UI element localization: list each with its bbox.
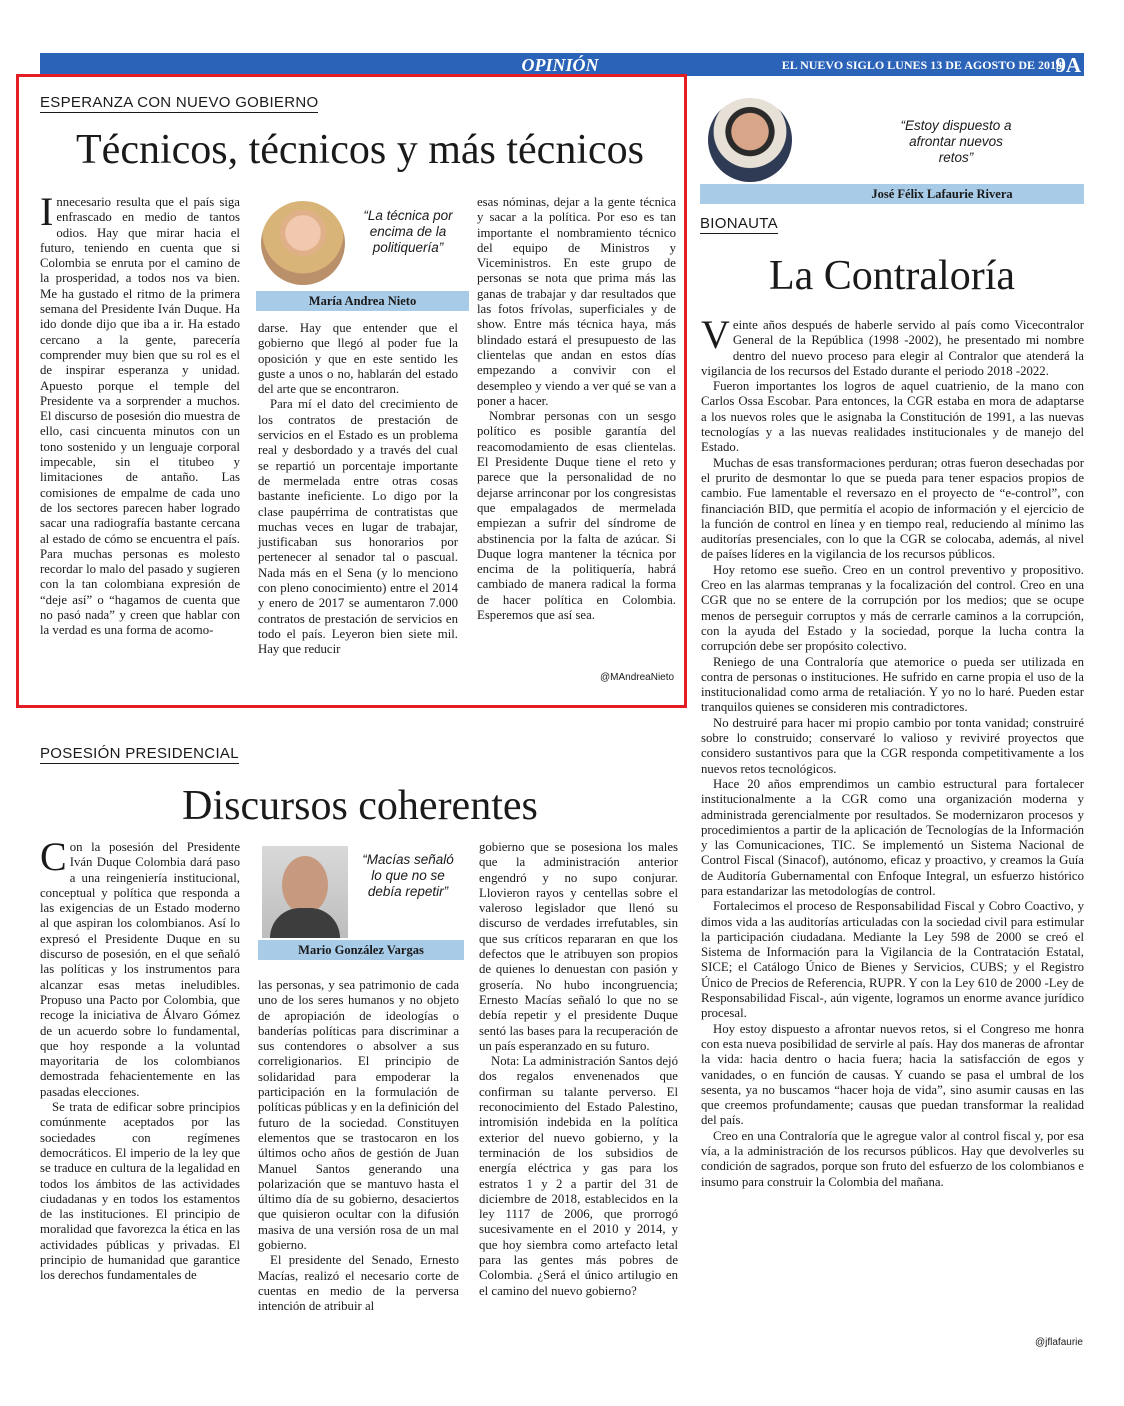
article3-kicker: BIONAUTA	[700, 215, 778, 232]
article1-twitter-handle: @MAndreaNieto	[600, 672, 675, 683]
article3-author-box	[700, 90, 1084, 208]
article1-author-box	[256, 196, 469, 315]
author-photo	[262, 846, 348, 938]
article1-column-3: esas nóminas, dejar a la gente técnica y sacar a la política. Por eso es tan importante el nombramiento técnico del equipo de Ministros y Viceministros. En este grupo de personas se nota que prima más las ganas de trabajar y dar resultados que las fotos frívolas, superficiales y de show. Entre más técnica haya, más blindado estará el presupuesto de las clientelas que andan en estos días empezando a convivir con el desempleo y viendo a ver qué se van a poner a hacer. Nombrar personas con un sesgo político es posible garantía del reacomodamiento de esas clientelas. El Presidente Duque tiene el reto y parece que la personalidad de no dejarse arrinconar por los congresistas que empalagados de mermelada empiezan a sufrir del síndrome de abstinencia por la falta de azúcar. Si Duque logra mantener la técnica por encima de la politiquería, habrá cambiado de manera radical la forma de hacer política en Colombia. Esperemos que así sea.	[477, 195, 676, 623]
author-photo	[708, 98, 792, 182]
article3-body: Veinte años después de haberle servido al país como Vicecontralor General de la República (1998 -2002), he presentado mi nombre dentro del nuevo proceso para elegir al Contralor que atenderá la vigilancia de los recursos del Estado durante el periodo 2018 -2022. Fueron importantes los logros de aquel cuatrienio, de la mano con Carlos Ossa Escobar. Para entonces, la CGR estaba en mora de adaptarse a los nuevos roles que le asignaba la Constitución de 1991, a las nuevas tecnologías y a las nuevas realidades institucionales y de manejo del Estado. Muchas de esas transformaciones perduran; otras fueron desechadas por el prurito de desmontar lo que se pueda para tener espacios propios de cambio. Fue lamentable el reversazo en el proyecto de “e-control”, con financiación BID, que permitía el acopio de información y el ejercicio de la función de control en línea y en tiempo real, reduciendo al mínimo las auditorías presenciales, con lo que la CGR se colocaba, además, al nivel de países líderes en la vigilancia de los recursos públicos. Hoy retomo ese sueño. Creo en un control preventivo y propositivo. Creo en las alarmas tempranas y la focalización del control. Creo en una CGR que no se entere de la corrupción por los medios; que se ocupe menos de perseguir corruptos y más de cerrarle caminos a la corrupción, con la ayuda del Estado y la sociedad, porque la lucha contra la corrupción debe ser propósito colectivo. Reniego de una Contraloría que atemorice o pueda ser utilizada en contra de personas o instituciones. He sufrido en carne propia el uso de la institucionalidad como arma de retaliación. Y yo no lo haré. Pueden estar tranquilos quienes se consideren mis contradictores. No destruiré para hacer mi propio cambio por tonta vanidad; construiré sobre lo construido; conservaré lo valioso y reviviré proyectos que considero sustantivos para que la CGR responda competitivamente a los nuevos retos tecnológicos. Hace 20 años emprendimos un cambio estructural para fortalecer institucionalmente a la CGR como una organización moderna y administrada gerencialmente por resultados. Se modernizaron procesos y procedimientos a partir de la aplicación de Tecnologías de la Información y las Comunicaciones, TIC. Se implementó un Sistema Nacional de Control Fiscal (Sinacof), autónomo, eficaz y proactivo, y creamos la Guía de Auditoría Gubernamental con Enfoque Integral, un esfuerzo histórico para estandarizar las metodologías de control. Fortalecimos el proceso de Responsabilidad Fiscal y Cobro Coactivo, y dimos vida a las auditorías articuladas con la sociedad civil para estimular la participación ciudadana. Mediante la Ley 598 de 2000 se creó el Sistema de Información para la Vigilancia de la Contratación Estatal, SICE; el Catálogo Único de Bienes y Servicios, CUBS; y el Registro Único de Precios de Referencia, RUPR. Y con la Ley 610 de 2000 -Ley de Responsabilidad Fiscal-, aún vigente, logramos un enorme avance jurídico procesal. Hoy estoy dispuesto a afrontar nuevos retos, si el Congreso me honra con esta nueva posibilidad de servirle al país. Hay dos maneras de afrontar la vida: hacia dentro o hacia fuera; hacia la satisfacción de egos y vanidades, o en función de causas. Y cuando se pasa el umbral de los sesenta, ya no buscamos “hacer hoja de vida”, sino asumir causas en las que creemos profundamente; causas que puedan transformar la realidad del país. Creo en una Contraloría que le agregue valor al control fiscal y, por esa vía, a la administración de los recursos públicos. Hay que devolverles su condición de sagrados, porque son fruto del esfuerzo de los colombianos e insumo para construir la Colombia del mañana.	[701, 312, 1084, 1189]
article1-column-1: Innecesario resulta que el país siga enfrascado en medio de tantos odios. Hay que mirar hacia el futuro, teniendo en cuenta que si Colombia se enruta por el camino de la prosperidad, a todos nos va bien. Me ha gustado el ritmo de la primera semana del Presidente Iván Duque. Ha ido donde dijo que iba a ir. Ha estado cercano a la gente, parecería comprender muy bien que su rol es el de inspirar esperanza y unidad. Apuesto porque el temple del Presidente va a sorprender a muchos. El discurso de posesión dio muestra de ello, casi cincuenta minutos con un tono sostenido y un lenguaje corporal impecable, sin el titubeo y limitaciones de antaño. Las comisiones de empalme de cada uno de los sectores parecen haber logrado sacar una radiografía bastante cercana al estado de cómo se encuentra el país. Para muchas personas es molesto recordar lo malo del pasado y sugieren con la tan colombiana expresión de “deje así” o “hagamos de cuenta que no pasó nada” y creen que hablar con la verdad es una forma de acomo-	[40, 189, 240, 638]
article1-kicker: ESPERANZA CON NUEVO GOBIERNO	[40, 94, 319, 111]
article2-column-1: Con la posesión del Presidente Iván Duque Colombia dará paso a una reingeniería institucional, conceptual y política que responda a las exigencias de un Estado moderno al que aspiran los colombianos. Así lo expresó el Presidente Duque en su discurso de posesión, en el que señaló las políticas y los instrumentos para alcanzar esas metas ineludibles. Propuso una Pacto por Colombia, que recoge la iniciativa de Álvaro Gómez de un acuerdo sobre lo fundamental, que hoy responde a la voluntad mayoritaria de los colombianos demostrada fehacientemente en las pasadas elecciones. Se trata de edificar sobre principios comúnmente aceptados por las sociedades con regímenes democráticos. El imperio de la ley que se traduce en cultura de la legalidad en todos los ámbitos de las actividades ciudadanas y en todos los estamentos de las instituciones. El principio de moralidad que favorezca la ética en las actividades públicas y privadas. El principio de humanidad que garantice los derechos fundamentales de	[40, 834, 240, 1283]
section-title: OPINIÓN	[521, 55, 599, 75]
article1-headline: Técnicos, técnicos y más técnicos	[76, 127, 644, 173]
article1-column-2: darse. Hay que entender que el gobierno que llegó al poder fue la oposición y que en este sentido les guste a unos o no, hablarán del estado del arte que se encontraron. Para mí el dato del crecimiento de los contratos de prestación de servicios en el Estado es un problema real y desbordado y a través del cual se repartió un porcentaje importante de mermelada entre otras cosas bastante ineficiente. Lo digo por la clase paupérrima de contratistas que muchas veces en lugar de trabajar, justificaban sus honorarios por pertenecer al senador tal o pascual. Nada más en el Sena (y lo menciono con pleno conocimiento) entre el 2014 y enero de 2017 se aumentaron 7.000 contratos de prestación de servicios en todo el país. Leyeron bien siete mil. Hay que reducir	[258, 321, 458, 657]
edition-date: EL NUEVO SIGLO LUNES 13 DE AGOSTO DE 2018	[781, 58, 1062, 72]
article2-headline: Discursos coherentes	[182, 783, 538, 829]
article2-author-name: Mario González Vargas	[258, 940, 464, 960]
article3-author-name: José Félix Lafaurie Rivera	[700, 184, 1084, 204]
page-number: 9A	[1055, 53, 1081, 77]
article2-author-box	[258, 842, 464, 962]
article1-author-name: María Andrea Nieto	[256, 291, 469, 311]
article3-twitter-handle: @jflafaurie	[1035, 1337, 1083, 1348]
article3-headline: La Contraloría	[768, 253, 1016, 299]
article3-quote: “Estoy dispuesto a afrontar nuevos retos”	[900, 118, 1012, 165]
article1-quote: “La técnica por encima de la politiquería”	[363, 208, 453, 255]
article2-column-3: gobierno que se posesiona los males que la administración anterior engendró y no supo conjurar. Llovieron rayos y centellas sobre el valeroso legislador que llenó su discurso de verdades irrefutables, sin que sus críticos repararan en que los defectos que le atribuyen son propios de quienes lo denuestan con pasión y grosería. No hubo incongruencia; Ernesto Macías señaló lo que no se debía repetir y el presidente Duque sentó las bases para la recuperación de un país esperanzado en su futuro. Nota: La administración Santos dejó dos regalos envenenados que confirman su talante perverso. El reconocimiento del Estado Palestino, intromisión indebida en la política exterior del nuevo gobierno, y la terminación de los subsidios de energía eléctrica y gas para los estratos 1 y 2 a partir del 31 de diciembre de 2018, establecidos en la ley 1117 de 2006, que prorrogó sucesivamente en el 2010 y 2014, y que hoy siembra como artefacto letal para las gentes más pobres de Colombia. ¿Será el único artilugio en el camino del nuevo gobierno?	[479, 840, 678, 1298]
article2-column-2: las personas, y sea patrimonio de cada uno de los seres humanos y no objeto de apropiación de ideologías o banderías políticas para discriminar a sus contendores o absolver a sus correligionarios. El principio de solidaridad para empoderar la participación en la formulación de políticas públicas y en la definición del futuro de la sociedad. Constituyen elementos que se trastocaron en los últimos ocho años de gestión de Juan Manuel Santos generando una polarización que se mantuvo hasta el último día de su gobierno, desaciertos que quisieron ocultar con la difusión masiva de una versión rosa de un mal gobierno. El presidente del Senado, Ernesto Macías, realizó el necesario corte de cuentas en medio de la perversa intención de atribuir al	[258, 978, 459, 1314]
article2-kicker: POSESIÓN PRESIDENCIAL	[40, 745, 239, 762]
article2-quote: “Macías señaló lo que no se debía repetir”	[362, 852, 454, 899]
author-photo	[261, 201, 345, 285]
